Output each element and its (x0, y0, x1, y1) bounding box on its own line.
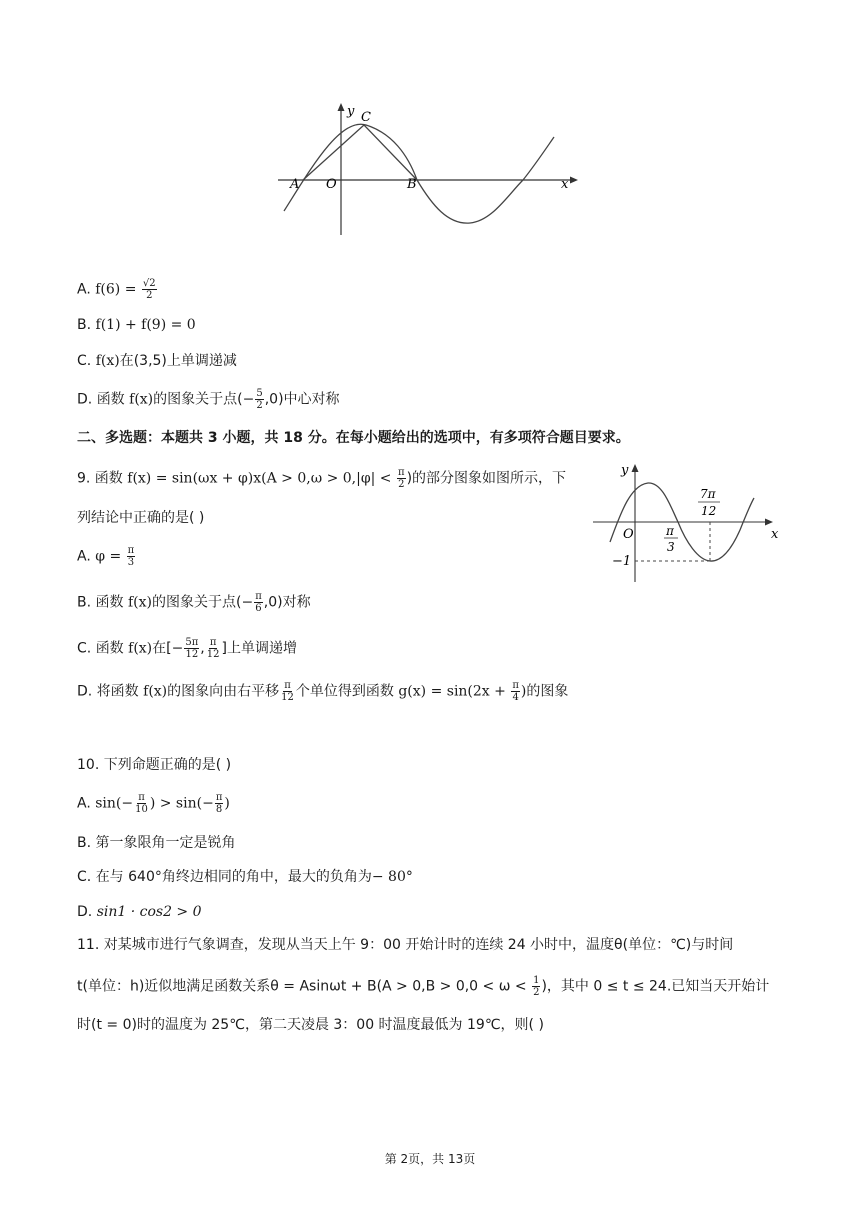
y-axis-arrow (338, 103, 345, 111)
label-neg1: −1 (612, 554, 632, 569)
q9-stem-line2: 列结论中正确的是( ) (77, 510, 205, 526)
sine-curve (284, 124, 554, 223)
q10-option-b: B. 第一象限角一定是锐角 (77, 835, 236, 851)
page-footer: 第 2页，共 13页 (384, 1152, 476, 1166)
label-y: y (621, 463, 629, 478)
q8-option-a: A. f(6) = $\frac{√2}{2}$ (77, 278, 156, 301)
q10-option-c: C. 在与 640°角终边相同的角中，最大的负角为− 80° (77, 869, 413, 885)
q10-option-d: D. sin1 · cos2 > 0 (77, 904, 202, 920)
label-7pi12-num: 7π (700, 487, 716, 501)
q8-option-c: C. f(x)在(3,5)上单调递减 (77, 353, 237, 369)
label-a: A (290, 177, 300, 192)
x-axis-arrow (570, 177, 578, 184)
label-c: C (361, 110, 371, 125)
triangle-abc (303, 125, 417, 180)
label-7pi12-den: 12 (701, 504, 717, 518)
q10-option-a: A. sin(− $\frac{\pi}{10}$ ) > sin(− $\frac{\pi}{8}$ ) (77, 792, 230, 815)
label-x: x (561, 177, 569, 192)
q9-option-d: D. 将函数 f(x)的图象向由右平移 $\frac{\pi}{12}$ 个单位得到函数 g(x) = sin(2x + $\frac{\pi}{4}$ )的图象 (77, 680, 569, 703)
label-y: y (347, 104, 355, 119)
section-heading: 二、多选题：本题共 3 小题，共 18 分。在每小题给出的选项中，有多项符合题目要求。 (77, 430, 630, 446)
q11-line1: 11. 对某城市进行气象调查，发现从当天上午 9：00 开始计时的连续 24 小时中，温度θ(单位：℃)与时间 (77, 937, 734, 953)
q8-option-d: D. 函数 f(x)的图象关于点(− $\frac{5}{2}$ ,0)中心对称 (77, 388, 340, 411)
q11-line3: 时(t = 0)时的温度为 25℃，第二天凌晨 3：00 时温度最低为 19℃，则( ) (77, 1017, 544, 1033)
label-pi3-num: π (666, 524, 674, 538)
q10-stem: 10. 下列命题正确的是( ) (77, 757, 232, 773)
q9-option-c: C. 函数 f(x)在[− $\frac{5\pi}{12}$ , $\frac{\pi}{12}$ ]上单调递增 (77, 637, 297, 660)
label-pi3-den: 3 (667, 540, 675, 554)
sine-graph-figure (270, 95, 590, 240)
q8-option-b: B. f(1) + f(9) = 0 (77, 317, 196, 333)
q9-sine-figure (590, 460, 790, 585)
label-o: O (326, 177, 337, 192)
x-axis-arrow (765, 519, 773, 526)
label-x: x (771, 527, 779, 542)
label-b: B (407, 177, 417, 192)
y-axis-arrow (632, 464, 639, 472)
q9-option-a: A. φ = $\frac{\pi}{3}$ (77, 545, 135, 568)
label-o: O (623, 527, 634, 542)
q11-line2: t(单位：h)近似地满足函数关系θ = Asinωt + B(A > 0,B > 0,0 < ω < $\frac{1}{2}$ )，其中 0 ≤ t ≤ 24.已知当天开始计 (77, 975, 770, 998)
q9-stem-line1: 9. 函数 f(x) = sin(ωx + φ)x(A > 0,ω > 0,|φ| < $\frac{\pi}{2}$ )的部分图象如图所示，下 (77, 467, 567, 490)
q9-option-b: B. 函数 f(x)的图象关于点(− $\frac{\pi}{6}$ ,0)对称 (77, 591, 311, 614)
